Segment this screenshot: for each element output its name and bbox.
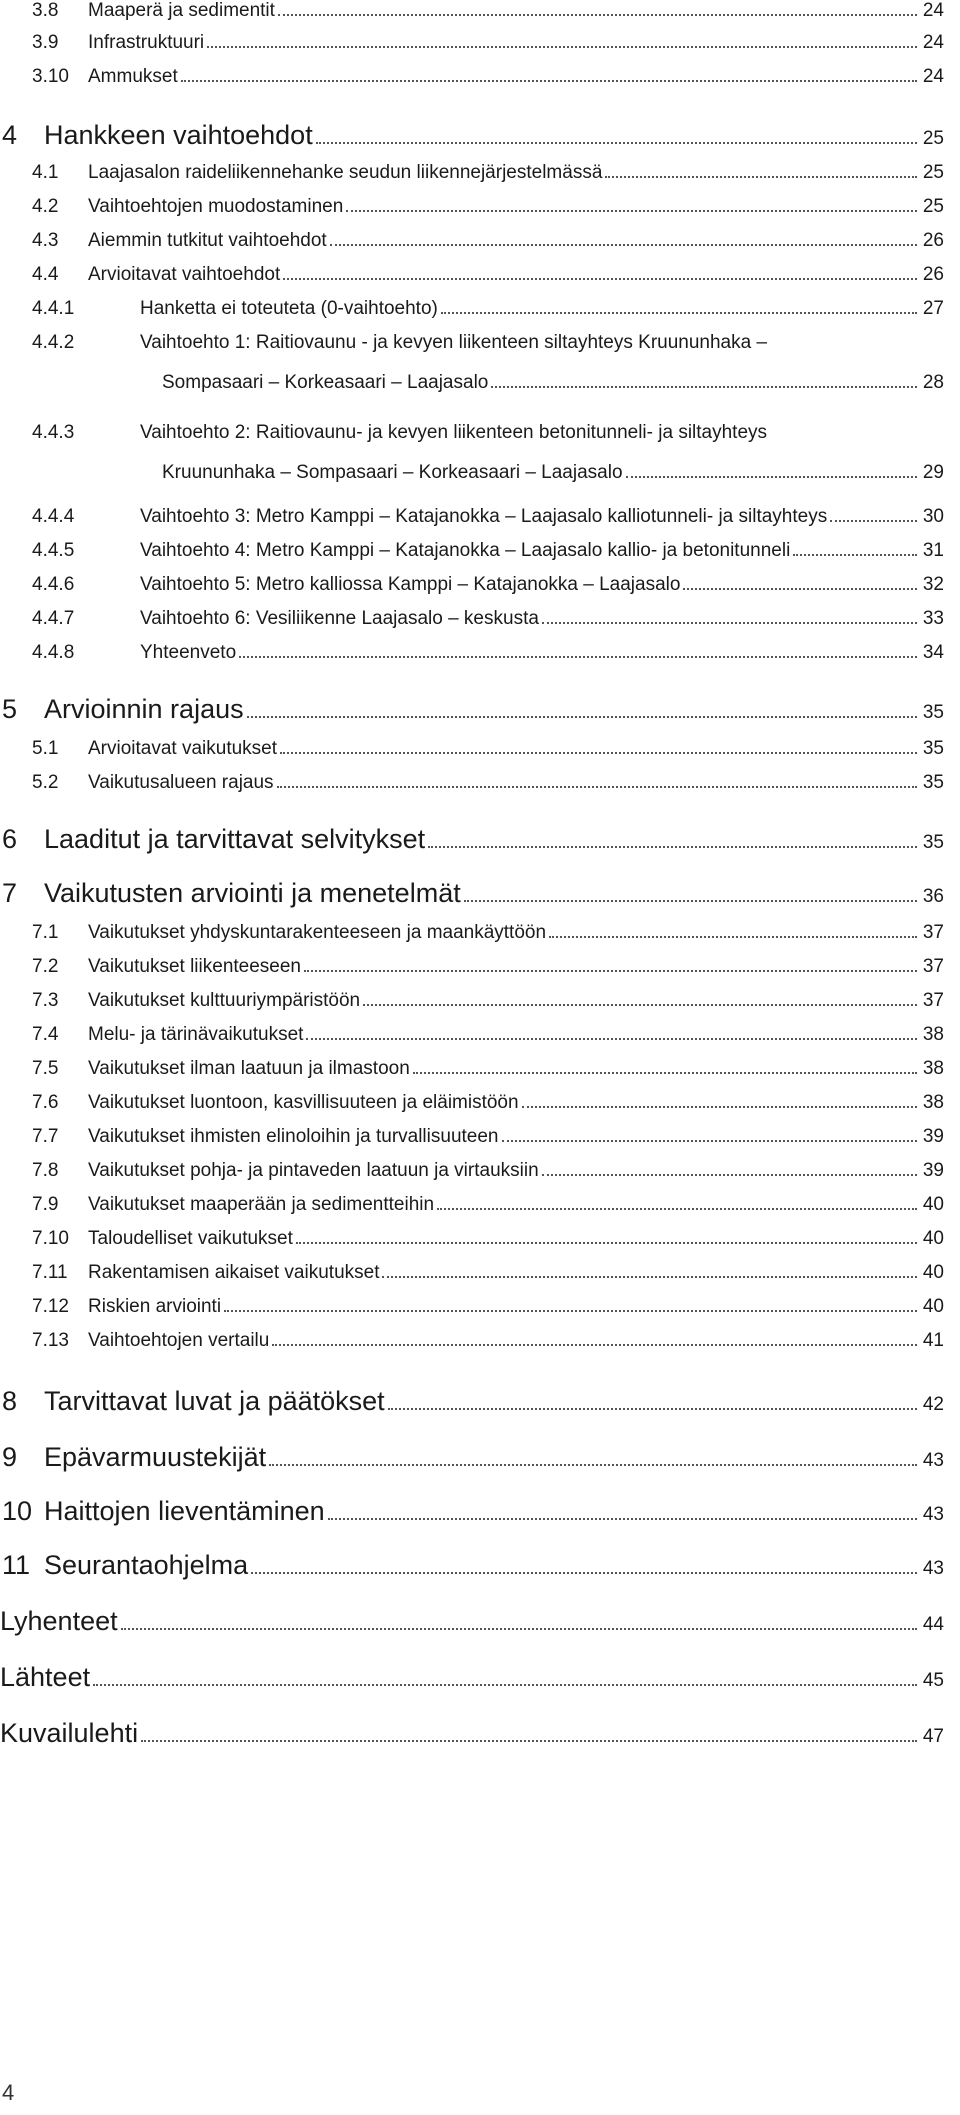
toc-entry-number: 4.4.7 bbox=[32, 608, 75, 629]
toc-entry-number: 7.13 bbox=[32, 1330, 69, 1351]
toc-entry-title: Vaikutusten arviointi ja menetelmät bbox=[44, 878, 461, 908]
dot-leader bbox=[181, 80, 917, 82]
toc-entry-number: 3.9 bbox=[32, 32, 59, 53]
toc-entry[interactable] bbox=[0, 0, 960, 29]
dot-leader bbox=[207, 46, 917, 48]
toc-entry-number: 4.3 bbox=[32, 230, 59, 251]
dot-leader bbox=[382, 1276, 916, 1278]
toc-entry[interactable] bbox=[0, 540, 960, 569]
toc-entry-number: 4.2 bbox=[32, 196, 59, 217]
toc-entry-title: Arvioitavat vaikutukset bbox=[88, 738, 278, 759]
toc-entry-number: 3.8 bbox=[32, 0, 59, 21]
toc-entry-number: 4.4.4 bbox=[32, 506, 75, 527]
toc-entry-title: Vaikutukset ilman laatuun ja ilmastoon bbox=[88, 1058, 410, 1079]
toc-entry-number: 7.6 bbox=[32, 1092, 59, 1113]
toc-entry-title: Arvioitavat vaihtoehdot bbox=[88, 264, 281, 285]
toc-entry-title: Vaikutukset kulttuuriympäristöön bbox=[88, 990, 361, 1011]
toc-entry-page: 40 bbox=[922, 1296, 944, 1317]
toc-entry[interactable] bbox=[0, 1330, 960, 1359]
toc-entry[interactable] bbox=[0, 642, 960, 671]
dot-leader bbox=[304, 970, 917, 972]
toc-entry[interactable] bbox=[0, 922, 960, 951]
toc-entry-number: 5 bbox=[2, 694, 18, 724]
toc-entry-page: 24 bbox=[922, 66, 944, 87]
toc-entry-title: Vaikutukset ihmisten elinoloihin ja turvallisuuteen bbox=[88, 1126, 499, 1147]
toc-entry[interactable] bbox=[0, 32, 960, 61]
toc-entry-title: Seurantaohjelma bbox=[44, 1550, 249, 1580]
toc-entry-page: 40 bbox=[922, 1194, 944, 1215]
toc-entry-title: Epävarmuustekijät bbox=[44, 1442, 267, 1472]
toc-entry[interactable] bbox=[0, 264, 960, 293]
toc-entry[interactable] bbox=[0, 824, 960, 861]
toc-entry-page: 25 bbox=[922, 196, 944, 217]
toc-entry-number: 11 bbox=[2, 1550, 31, 1580]
dot-leader bbox=[491, 386, 917, 388]
toc-entry-number: 4.4.6 bbox=[32, 574, 75, 595]
toc-entry-title: Vaihtoehto 5: Metro kalliossa Kamppi – Katajanokka – Laajasalo bbox=[140, 574, 681, 595]
toc-entry-number: 7.11 bbox=[32, 1262, 68, 1283]
dot-leader bbox=[277, 786, 917, 788]
toc-entry-number: 7 bbox=[2, 878, 18, 908]
toc-entry-page: 41 bbox=[922, 1330, 944, 1351]
toc-entry-number: 7.7 bbox=[32, 1126, 59, 1147]
toc-entry-title: Yhteenveto bbox=[140, 642, 237, 663]
toc-entry[interactable] bbox=[0, 738, 960, 767]
toc-entry[interactable] bbox=[0, 694, 960, 731]
toc-entry-title: Vaihtoehto 2: Raitiovaunu- ja kevyen liikenteen betonitunneli- ja siltayhteys bbox=[140, 422, 768, 443]
toc-entry-page: 39 bbox=[922, 1126, 944, 1147]
toc-entry[interactable] bbox=[0, 1160, 960, 1189]
toc-entry-number: 4.4 bbox=[32, 264, 59, 285]
toc-entry-title-continued: Kruununhaka – Sompasaari – Korkeasaari – Laajasalo bbox=[162, 462, 623, 483]
toc-entry-title: Tarvittavat luvat ja päätökset bbox=[44, 1386, 385, 1416]
toc-entry-page: 31 bbox=[922, 540, 944, 561]
toc-entry-page: 34 bbox=[922, 642, 944, 663]
toc-entry-title: Kuvailulehti bbox=[0, 1718, 139, 1748]
toc-entry-number: 4.4.3 bbox=[32, 422, 75, 443]
dot-leader bbox=[283, 278, 917, 280]
toc-entry-page: 36 bbox=[922, 886, 944, 907]
toc-entry-title: Melu- ja tärinävaikutukset bbox=[88, 1024, 304, 1045]
toc-entry-title: Haittojen lieventäminen bbox=[44, 1496, 325, 1526]
toc-entry-number: 7.10 bbox=[32, 1228, 69, 1249]
dot-leader bbox=[428, 846, 917, 848]
toc-entry-page: 40 bbox=[922, 1228, 944, 1249]
toc-entry-title: Vaikutukset pohja- ja pintaveden laatuun ja virtauksiin bbox=[88, 1160, 539, 1181]
toc-entry-title: Aiemmin tutkitut vaihtoehdot bbox=[88, 230, 327, 251]
toc-entry-page: 47 bbox=[922, 1726, 944, 1747]
page-number: 4 bbox=[2, 2080, 15, 2105]
toc-entry-page: 42 bbox=[922, 1394, 944, 1415]
toc-entry[interactable] bbox=[0, 196, 960, 225]
dot-leader bbox=[502, 1140, 917, 1142]
toc-entry-title: Vaikutukset yhdyskuntarakenteeseen ja maankäyttöön bbox=[88, 922, 547, 943]
dot-leader bbox=[683, 588, 916, 590]
dot-leader bbox=[278, 14, 917, 16]
toc-entry-page: 25 bbox=[922, 162, 944, 183]
dot-leader bbox=[346, 210, 917, 212]
toc-entry[interactable] bbox=[0, 1296, 960, 1325]
toc-entry-number: 7.4 bbox=[32, 1024, 59, 1045]
toc-entry-page: 38 bbox=[922, 1024, 944, 1045]
toc-entry-page: 38 bbox=[922, 1058, 944, 1079]
dot-leader bbox=[93, 1684, 917, 1686]
toc-entry-page: 25 bbox=[922, 128, 944, 149]
dot-leader bbox=[239, 656, 917, 658]
toc-entry[interactable] bbox=[0, 1550, 960, 1587]
toc-entry[interactable] bbox=[0, 506, 960, 535]
toc-entry-page: 35 bbox=[922, 738, 944, 759]
toc-entry-number: 7.5 bbox=[32, 1058, 59, 1079]
toc-entry-title: Vaikutusalueen rajaus bbox=[88, 772, 274, 793]
dot-leader bbox=[605, 176, 916, 178]
toc-entry[interactable] bbox=[0, 1262, 960, 1291]
dot-leader bbox=[363, 1004, 917, 1006]
toc-entry-number: 7.1 bbox=[32, 922, 59, 943]
toc-entry-page: 43 bbox=[922, 1558, 944, 1579]
toc-entry-page: 37 bbox=[922, 990, 944, 1011]
dot-leader bbox=[437, 1208, 917, 1210]
toc-entry[interactable] bbox=[0, 1228, 960, 1257]
toc-entry[interactable] bbox=[0, 1386, 960, 1423]
toc-entry[interactable] bbox=[0, 1194, 960, 1223]
toc-entry-title: Lyhenteet bbox=[0, 1606, 118, 1636]
toc-entry-number: 7.2 bbox=[32, 956, 59, 977]
toc-entry-number: 10 bbox=[2, 1496, 33, 1526]
toc-entry-number: 4.4.5 bbox=[32, 540, 75, 561]
toc-entry-number: 4.4.2 bbox=[32, 332, 75, 353]
toc-entry-number: 4.4.8 bbox=[32, 642, 75, 663]
toc-entry-page: 24 bbox=[922, 0, 944, 21]
dot-leader bbox=[413, 1072, 917, 1074]
toc-entry[interactable] bbox=[0, 66, 960, 95]
dot-leader bbox=[328, 1518, 917, 1520]
toc-entry-page: 35 bbox=[922, 702, 944, 723]
toc-entry[interactable] bbox=[0, 1092, 960, 1121]
toc-entry[interactable] bbox=[0, 422, 960, 483]
toc-entry-title: Vaihtoehto 6: Vesiliikenne Laajasalo – keskusta bbox=[140, 608, 539, 629]
toc-entry[interactable] bbox=[0, 1496, 960, 1533]
dot-leader bbox=[272, 1344, 917, 1346]
toc-entry-title-continued: Sompasaari – Korkeasaari – Laajasalo bbox=[162, 372, 489, 393]
toc-entry-title: Laaditut ja tarvittavat selvitykset bbox=[44, 824, 426, 854]
toc-entry-title: Vaikutukset maaperään ja sedimentteihin bbox=[88, 1194, 435, 1215]
toc-entry[interactable] bbox=[0, 298, 960, 327]
toc-entry-page: 28 bbox=[922, 372, 944, 393]
toc-entry-page: 37 bbox=[922, 956, 944, 977]
dot-leader bbox=[522, 1106, 917, 1108]
dot-leader bbox=[388, 1408, 917, 1410]
toc-entry-page: 32 bbox=[922, 574, 944, 595]
toc-entry-number: 7.8 bbox=[32, 1160, 59, 1181]
dot-leader bbox=[441, 312, 917, 314]
toc-entry-number: 4.4.1 bbox=[32, 298, 75, 319]
toc-entry[interactable] bbox=[0, 574, 960, 603]
dot-leader bbox=[626, 476, 917, 478]
dot-leader bbox=[464, 900, 917, 902]
toc-entry[interactable] bbox=[0, 1606, 960, 1643]
dot-leader bbox=[121, 1628, 917, 1630]
toc-entry[interactable] bbox=[0, 1662, 960, 1699]
dot-leader bbox=[830, 520, 917, 522]
toc-entry-title: Vaikutukset liikenteeseen bbox=[88, 956, 301, 977]
toc-entry-number: 7.3 bbox=[32, 990, 59, 1011]
toc-entry[interactable] bbox=[0, 1718, 960, 1755]
toc-entry[interactable] bbox=[0, 608, 960, 637]
toc-entry[interactable] bbox=[0, 120, 960, 157]
toc-entry-number: 7.12 bbox=[32, 1296, 69, 1317]
toc-entry-page: 37 bbox=[922, 922, 944, 943]
toc-entry-page: 24 bbox=[922, 32, 944, 53]
dot-leader bbox=[296, 1242, 917, 1244]
toc-entry-title: Hankkeen vaihtoehdot bbox=[44, 120, 313, 150]
toc-entry-number: 3.10 bbox=[32, 66, 69, 87]
dot-leader bbox=[330, 244, 917, 246]
toc-entry[interactable] bbox=[0, 1126, 960, 1155]
toc-entry-page: 40 bbox=[922, 1262, 944, 1283]
toc-entry[interactable] bbox=[0, 772, 960, 801]
dot-leader bbox=[141, 1740, 917, 1742]
dot-leader bbox=[542, 1174, 917, 1176]
dot-leader bbox=[224, 1310, 917, 1312]
toc-entry[interactable] bbox=[0, 332, 960, 393]
toc-entry-title: Vaihtoehtojen vertailu bbox=[88, 1330, 270, 1351]
toc-entry-page: 35 bbox=[922, 772, 944, 793]
toc-entry-page: 30 bbox=[922, 506, 944, 527]
toc-entry-title: Infrastruktuuri bbox=[88, 32, 205, 53]
toc-entry-page: 43 bbox=[922, 1450, 944, 1471]
toc-entry-page: 45 bbox=[922, 1670, 944, 1691]
toc-entry[interactable] bbox=[0, 878, 960, 915]
dot-leader bbox=[549, 936, 917, 938]
toc-entry-number: 6 bbox=[2, 824, 18, 854]
toc-entry-title: Lähteet bbox=[0, 1662, 91, 1692]
toc-entry-page: 29 bbox=[922, 462, 944, 483]
toc-entry-page: 43 bbox=[922, 1504, 944, 1525]
toc-entry-title: Vaihtoehto 4: Metro Kamppi – Katajanokka – Laajasalo kallio- ja betonitunneli bbox=[140, 540, 791, 561]
dot-leader bbox=[542, 622, 917, 624]
toc-entry-number: 4.1 bbox=[32, 162, 59, 183]
toc-entry-page: 44 bbox=[922, 1614, 944, 1635]
toc-entry-title: Hanketta ei toteuteta (0-vaihtoehto) bbox=[140, 298, 438, 319]
toc-entry-title: Laajasalon raideliikennehanke seudun liikennejärjestelmässä bbox=[88, 162, 603, 183]
toc-entry-title: Vaikutukset luontoon, kasvillisuuteen ja eläimistöön bbox=[88, 1092, 519, 1113]
toc-entry-number: 5.2 bbox=[32, 772, 59, 793]
dot-leader bbox=[251, 1572, 917, 1574]
toc-entry[interactable] bbox=[0, 162, 960, 191]
dot-leader bbox=[280, 752, 917, 754]
toc-entry-page: 33 bbox=[922, 608, 944, 629]
toc-entry-title: Vaihtoehtojen muodostaminen bbox=[88, 196, 344, 217]
toc-entry-page: 27 bbox=[922, 298, 944, 319]
toc-entry-title: Arvioinnin rajaus bbox=[44, 694, 244, 724]
dot-leader bbox=[269, 1464, 917, 1466]
toc-entry[interactable] bbox=[0, 1024, 960, 1053]
toc-entry[interactable] bbox=[0, 1058, 960, 1087]
toc-entry-page: 39 bbox=[922, 1160, 944, 1181]
toc-entry-page: 38 bbox=[922, 1092, 944, 1113]
toc-entry[interactable] bbox=[0, 990, 960, 1019]
dot-leader bbox=[247, 716, 917, 718]
toc-entry-title: Taloudelliset vaikutukset bbox=[88, 1228, 293, 1249]
toc-entry[interactable] bbox=[0, 1442, 960, 1479]
toc-entry[interactable] bbox=[0, 956, 960, 985]
dot-leader bbox=[306, 1038, 916, 1040]
toc-entry-title: Vaihtoehto 3: Metro Kamppi – Katajanokka – Laajasalo kalliotunneli- ja siltayhteys bbox=[140, 506, 828, 527]
toc-entry-title: Maaperä ja sedimentit bbox=[88, 0, 275, 21]
toc-entry-title: Vaihtoehto 1: Raitiovaunu - ja kevyen liikenteen siltayhteys Kruununhaka – bbox=[140, 332, 768, 353]
dot-leader bbox=[793, 554, 917, 556]
toc-entry-title: Ammukset bbox=[88, 66, 178, 87]
toc-entry[interactable] bbox=[0, 230, 960, 259]
toc-entry-page: 35 bbox=[922, 832, 944, 853]
toc-entry-title: Rakentamisen aikaiset vaikutukset bbox=[88, 1262, 380, 1283]
toc-entry-page: 26 bbox=[922, 230, 944, 251]
toc-entry-number: 7.9 bbox=[32, 1194, 59, 1215]
toc-entry-number: 4 bbox=[2, 120, 18, 150]
toc-entry-title: Riskien arviointi bbox=[88, 1296, 222, 1317]
toc-entry-number: 8 bbox=[2, 1386, 18, 1416]
toc-entry-number: 5.1 bbox=[32, 738, 59, 759]
toc-entry-page: 26 bbox=[922, 264, 944, 285]
toc-entry-number: 9 bbox=[2, 1442, 18, 1472]
dot-leader bbox=[316, 142, 917, 144]
